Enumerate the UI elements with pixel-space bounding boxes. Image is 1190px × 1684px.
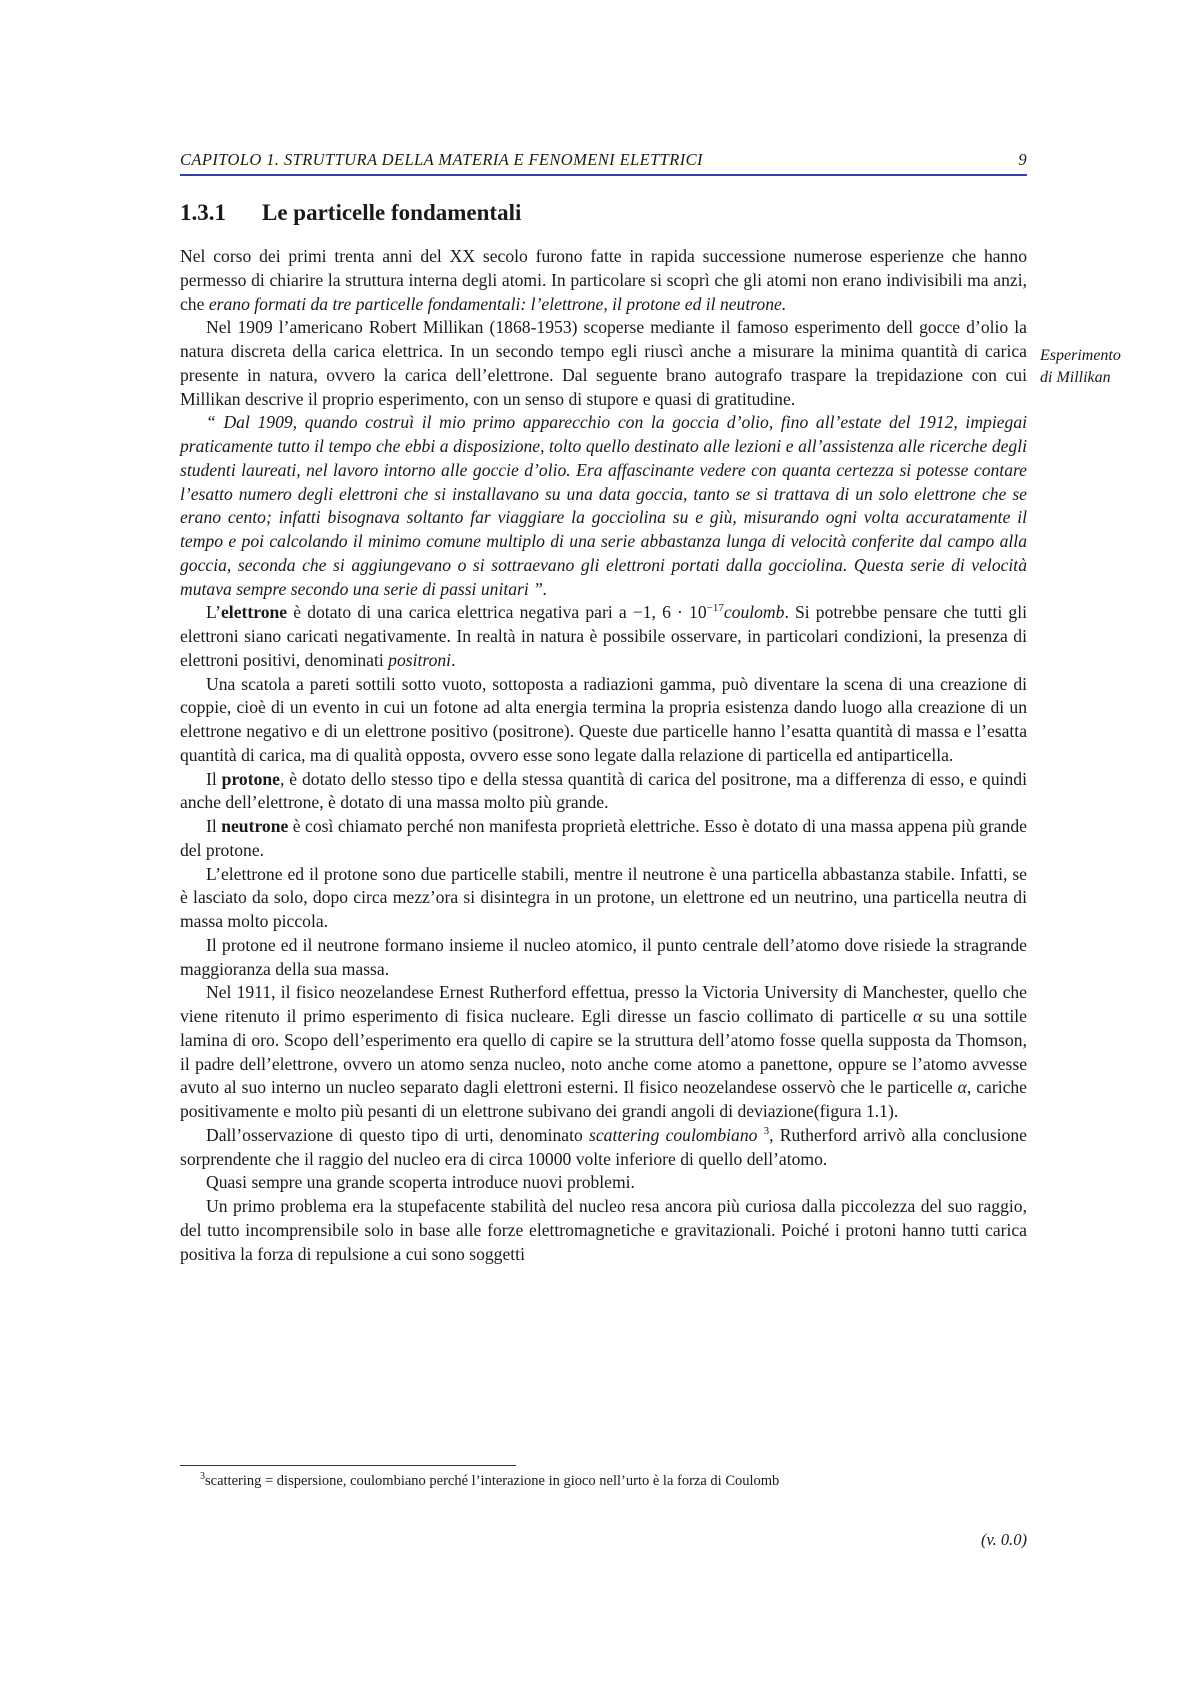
footnote-rule (180, 1465, 516, 1466)
section-title: Le particelle fondamentali (262, 200, 522, 225)
text: Nel corso dei primi trenta anni del XX secolo furono fatte in rapida successione numerose esperienze che hanno permesso di chiarire la struttura interna degli atomi. In particolare si scoprì che gli atomi non erano indivisibili ma anzi, che (180, 246, 1027, 314)
text: Nel 1911, il fisico neozelandese Ernest Rutherford effettua, presso la Victoria University di Manchester, quello che viene ritenuto il primo esperimento di fisica nucleare. Egli diresse un fascio collimato di particelle (180, 982, 1027, 1026)
text: è dotato di una carica elettrica negativa pari a −1, 6 · 10 (287, 602, 707, 623)
version-label: (v. 0.0) (981, 1530, 1027, 1549)
text: Il (206, 768, 222, 789)
running-header (180, 148, 1027, 176)
text: su una sottile lamina di oro. Scopo dell’esperimento era quello di capire se la struttura dell’atomo fosse quella supposta da Thomson, il padre dell’elettrone, ovvero un atomo senza nucleo, noto anche come atomo a panettone, oppure se l’atomo avvesse avuto al suo interno un nucleo separato dagli elettroni esterni. Il fisico neozelandese osservò che le particelle (180, 1006, 1027, 1098)
footnote (200, 1473, 779, 1490)
text: . Si potrebbe pensare che tutti gli elettroni siano caricati negativamente. In realtà in natura è possibile osservare, in particolari condizioni, la presenza di elettroni positivi, denominati (180, 602, 1027, 670)
emphasis-text: erano formati da tre particelle fondamentali: l’elettrone, il protone ed il neutrone. (208, 293, 787, 314)
paragraph-stability-problem: Un primo problema era la stupefacente stabilità del nucleo resa ancora più curiosa dalla piccolezza del suo raggio, del tutto incomprensibile solo in base alle forze elettromagnetiche e gravitazionali. Poiché i protoni hanno tutti carica positiva la forza di repulsione a cui sono soggetti (180, 1196, 1027, 1264)
symbol-alpha: α (957, 1077, 967, 1098)
term-neutron: neutrone (221, 816, 289, 836)
paragraph-stability: L’elettrone ed il protone sono due particelle stabili, mentre il neutrone è una particella abbastanza stabile. Infatti, se è lasciato da solo, dopo circa mezz’ora si disintegra in un protone, un elettrone ed un neutrino, una particella neutra di massa molto piccola. (180, 863, 1027, 931)
text: . (451, 649, 456, 670)
unit-coulomb: coulomb (723, 602, 785, 623)
paragraph-rutherford (180, 981, 1027, 1124)
term-proton: protone (221, 768, 280, 789)
text: L’ (206, 602, 221, 623)
paragraph-pair-creation: Una scatola a pareti sottili sotto vuoto, sottoposta a radiazioni gamma, può diventare la scena di una creazione di coppie, cioè di un evento in cui un fotone ad alta energia termina la propria esistenza dando luogo alla creazione di un elettrone negativo e di un elettrone positivo (positrone). Queste due particelle hanno l’esatta quantità di massa e l’esatta quantità di carica, ma di qualità opposta, ovvero esse sono legate dalla relazione di particella ed antiparticella. (180, 673, 1027, 765)
paragraph-electron (180, 601, 1027, 672)
text: è così chiamato perché non manifesta proprietà elettriche. Esso è dotato di una massa appena più grande del protone. (180, 816, 1027, 860)
text: , cariche positivamente e molto più pesanti di un elettrone subivano dei grandi angoli di deviazione(figura 1.1). (180, 1077, 1027, 1121)
footnote-marker: 3 (200, 1471, 205, 1483)
paragraph-millikan: Nel 1909 l’americano Robert Millikan (1868-1953) scoperse mediante il famoso esperimento dell gocce d’olio la natura discreta della carica elettrica. In un secondo tempo egli riuscì anche a misurare la minima quantità di carica presente in natura, ovvero la carica dell’elettrone. Dal seguente brano autografo traspare la trepidazione con cui Millikan descrive il proprio esperimento, con un senso di stupore e quasi di gratitudine. (180, 317, 1027, 409)
symbol-alpha: α (913, 1006, 923, 1026)
section-number: 1.3.1 (180, 200, 226, 225)
term-electron: elettrone (221, 602, 288, 623)
chapter-title: CAPITOLO 1. STRUTTURA DELLA MATERIA E FENOMENI ELETTRICI (180, 150, 703, 169)
term-positrons: positroni (388, 649, 452, 670)
body-text (180, 245, 1027, 1266)
term-scattering: scattering coulombiano (589, 1124, 758, 1145)
footnote-ref[interactable]: 3 (763, 1124, 770, 1137)
section-heading (180, 200, 521, 226)
margin-note-line: Esperimento (1040, 347, 1121, 364)
footnote-text: scattering = dispersione, coulombiano perché l’interazione in gioco nell’urto è la forza di Coulomb (205, 1473, 780, 1489)
paragraph-neutron (180, 815, 1027, 863)
paragraph-nucleus: Il protone ed il neutrone formano insieme il nucleo atomico, il punto centrale dell’atomo dove risiede la stragrande maggioranza della sua massa. (180, 934, 1027, 979)
exponent: −17 (706, 602, 724, 615)
paragraph-new-problems: Quasi sempre una grande scoperta introduce nuovi problemi. (206, 1172, 635, 1193)
paragraph-intro (180, 245, 1027, 316)
paragraph-proton (180, 768, 1027, 816)
text: , Rutherford arrivò alla conclusione sorprendente che il raggio del nucleo era di circa 10000 volte inferiore di quello dell’atomo. (180, 1124, 1027, 1169)
margin-note-line: di Millikan (1040, 369, 1111, 386)
margin-note-millikan (1040, 345, 1180, 389)
text: , è dotato dello stesso tipo e della stessa quantità di carica del positrone, ma a differenza di esso, e quindi anche dell’elettrone, è dotato di una massa molto più grande. (180, 768, 1027, 813)
text: Dall’osservazione di questo tipo di urti, denominato (206, 1124, 589, 1145)
text: Il (206, 816, 222, 836)
page-number: 9 (1018, 150, 1027, 169)
paragraph-scattering (180, 1124, 1027, 1172)
millikan-quote: “ Dal 1909, quando costruì il mio primo apparecchio con la goccia d’olio, fino all’estate del 1912, impiegai praticamente tutto il tempo che ebbi a disposizione, tolto quello destinato alle lezioni e all’assistenza alle ricerche degli studenti laureati, nel lavoro intorno alle goccie d’olio. Era affascinante vedere con quanta certezza si potesse contare l’esatto numero degli elettroni che si installavano su una data goccia, tanto se si trattava di un solo elettrone che se erano cento; infatti bisognava soltanto far viaggiare la gocciolina su e giù, misurando ogni volta accuratamente il tempo e poi calcolando il minimo comune multiplo di una serie abbastanza lunga di velocità conferite dal campo alla goccia, seconda che si aggiungevano o si sottraevano gli elettroni portati dalla gocciolina. Questa serie di velocità mutava sempre secondo una serie di passi unitari ”. (180, 412, 1027, 599)
